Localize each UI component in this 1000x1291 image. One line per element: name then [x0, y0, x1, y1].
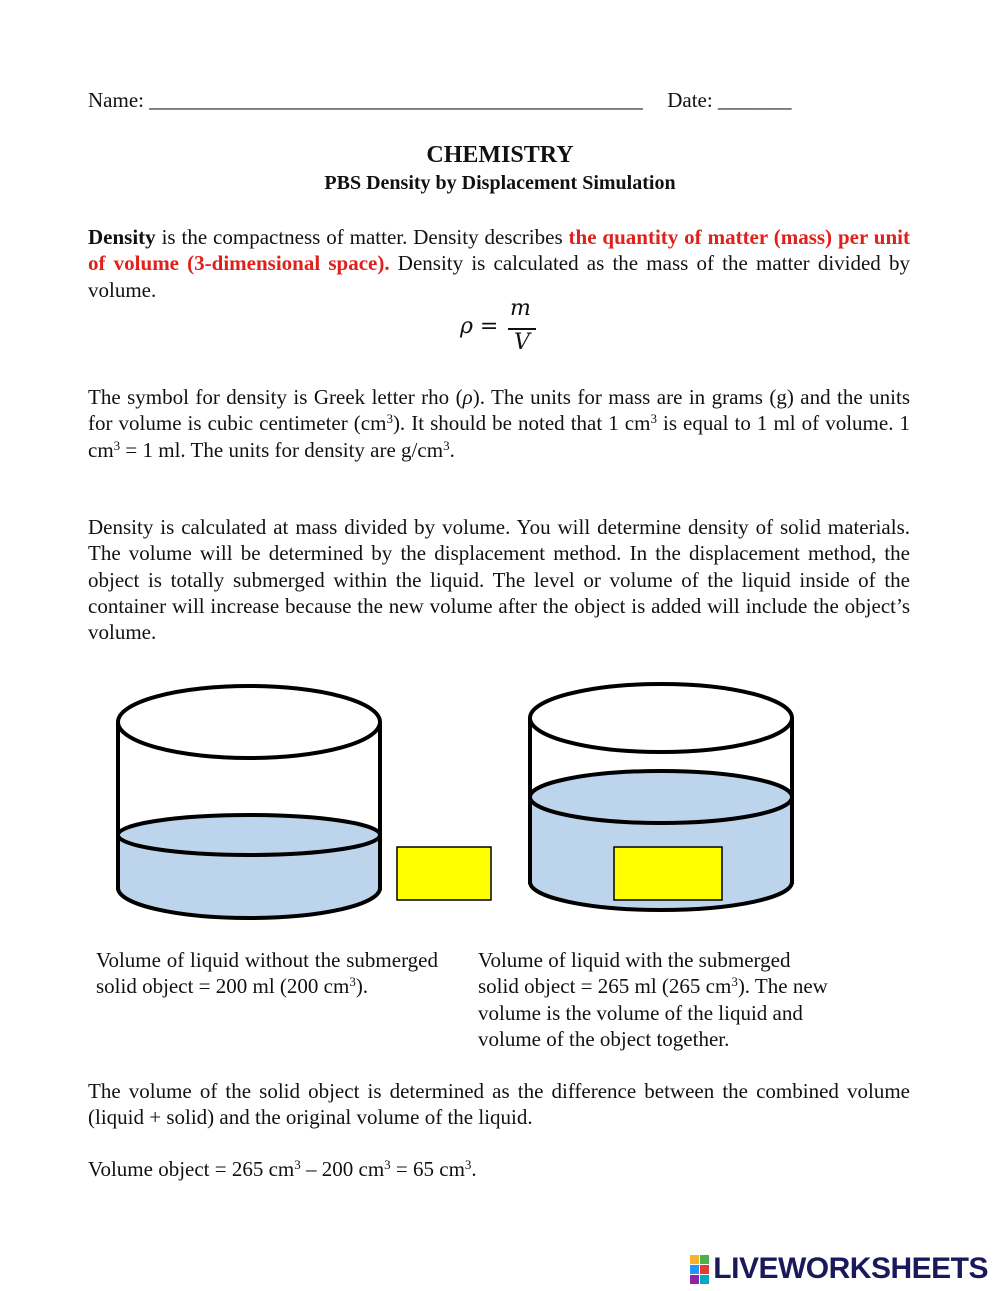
liveworksheets-logo[interactable] — [690, 1252, 988, 1286]
rho-symbol: ρ — [462, 385, 473, 409]
beaker2-rim — [530, 684, 792, 752]
superscript: 3 — [349, 974, 356, 990]
page-title: CHEMISTRY — [426, 142, 574, 168]
superscript: 3 — [731, 974, 738, 990]
superscript: 3 — [443, 437, 450, 453]
page-subtitle: PBS Density by Displacement Simulation — [324, 172, 676, 194]
beaker1-liquid-surface — [118, 815, 380, 855]
result-text-1: Volume object = 265 cm — [88, 1157, 295, 1181]
beaker2-caption — [478, 947, 828, 1052]
date-label: Date: — [667, 88, 713, 112]
units-text-5: = 1 ml. The units for density are g/cm — [120, 437, 444, 462]
formula-denominator: V — [514, 330, 530, 355]
density-formula — [460, 296, 540, 360]
units-paragraph — [88, 384, 910, 463]
units-text-4: is equal to 1 ml of volume. 1 cm — [88, 411, 910, 462]
result-text-3: = 65 cm — [390, 1157, 465, 1181]
intro-paragraph — [88, 224, 910, 303]
intro-text-2: Density is calculated as the mass of the matter divided by volume. — [88, 251, 910, 302]
beaker-with-object — [530, 684, 792, 910]
beaker1-caption-end: ). — [355, 974, 369, 999]
solid-object-submerged — [614, 847, 722, 900]
superscript: 3 — [384, 1157, 391, 1172]
beaker-without-object — [118, 686, 380, 918]
result-line — [88, 1156, 910, 1182]
beaker1-caption — [96, 947, 438, 1000]
header-row — [88, 88, 908, 113]
intro-highlight: the quantity of matter (mass) per unit of volume (3-dimensional space). — [88, 225, 910, 276]
beaker2-caption-text: Volume of liquid with the submerged solid object = 265 ml (265 cm — [478, 948, 791, 999]
superscript: 3 — [650, 411, 657, 427]
result-text-4: . — [471, 1157, 477, 1181]
name-label: Name: — [88, 88, 144, 112]
superscript: 3 — [386, 411, 393, 427]
units-text-1: The symbol for density is Greek letter rho ( — [88, 385, 463, 409]
beaker2-caption-end: ). The new volume is the volume of the liquid and volume of the object together. — [478, 974, 828, 1051]
formula-lhs: ρ = — [460, 314, 499, 339]
displacement-diagram — [0, 670, 1000, 930]
density-term: Density — [88, 225, 156, 249]
units-text-2: ). The units for mass are in grams (g) and the units for volume is cubic centimeter (cm — [88, 385, 910, 436]
solid-object-outside — [397, 847, 491, 900]
date-field-blank[interactable]: _______ — [717, 88, 792, 112]
beaker2-liquid-surface — [530, 771, 792, 823]
units-text-6: . — [449, 437, 455, 462]
logo-text: LIVEWORKSHEETS — [713, 1252, 988, 1285]
name-field-blank[interactable]: _______________________________________________ — [149, 88, 643, 112]
difference-paragraph: The volume of the solid object is determined as the difference between the combined volume (liquid + solid) and the original volume of the liquid. — [88, 1079, 910, 1130]
logo-blocks-icon — [690, 1255, 709, 1284]
superscript: 3 — [294, 1157, 301, 1172]
formula-numerator: m — [510, 296, 531, 321]
intro-text-1: is the compactness of matter. Density describes — [155, 225, 569, 249]
result-text-2: – 200 cm — [300, 1157, 385, 1181]
beaker1-caption-text: Volume of liquid without the submerged solid object = 200 ml (200 cm — [96, 948, 438, 999]
method-paragraph: Density is calculated at mass divided by volume. You will determine density of solid materials. The volume will be determined by the displacement method. In the displacement method, the object is totally submerged within the liquid. The level or volume of the liquid inside of the container will increase because the new volume after the object is added will include the object’s volume. — [88, 515, 910, 645]
units-text-3: ). It should be noted that 1 cm — [392, 411, 651, 436]
superscript: 3 — [113, 437, 121, 453]
beaker1-rim — [118, 686, 380, 758]
superscript: 3 — [464, 1157, 472, 1172]
